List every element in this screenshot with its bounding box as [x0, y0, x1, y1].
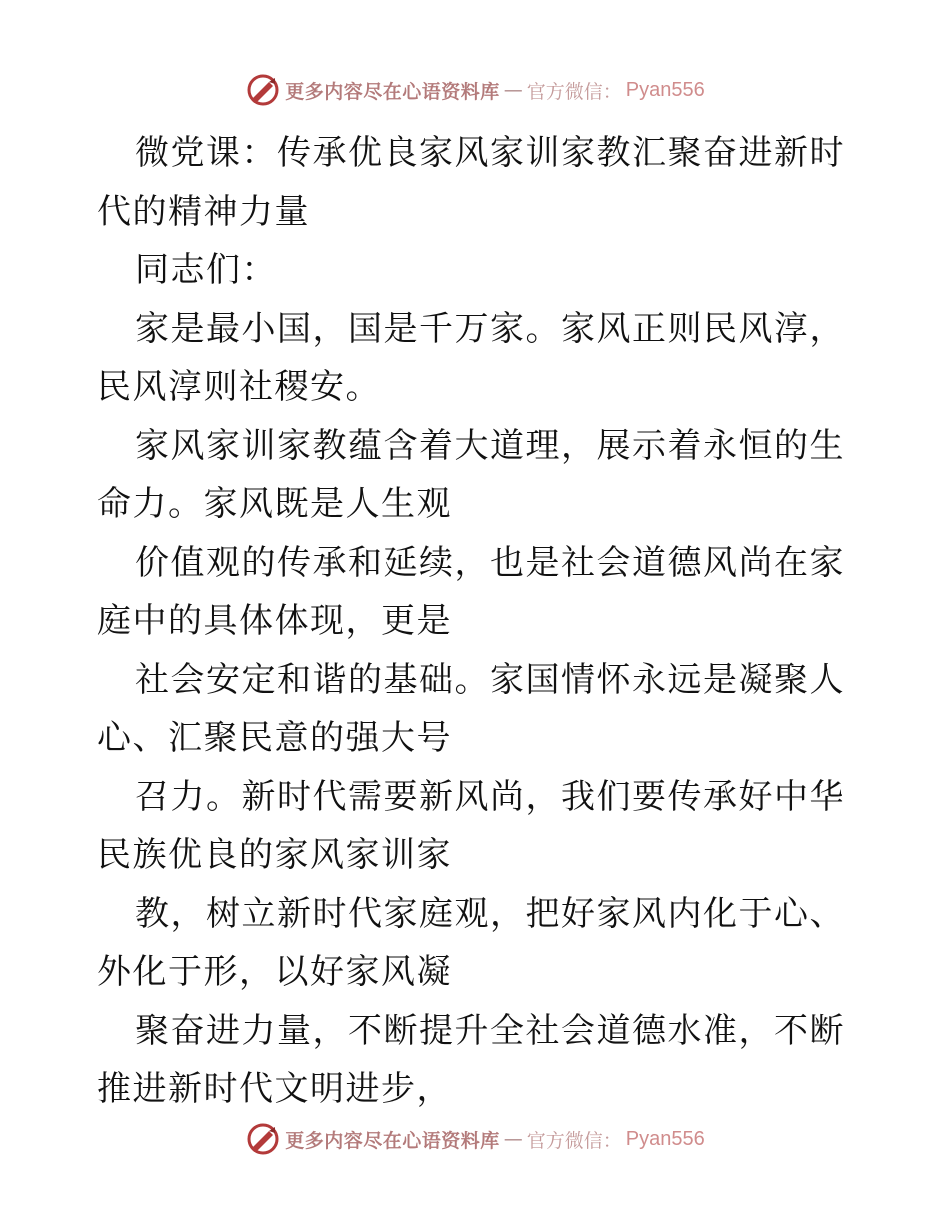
paragraph: 家风家训家教蕴含着大道理，展示着永恒的生命力。家风既是人生观: [97, 425, 845, 524]
document-body: [97, 124, 852, 1119]
banner-wechat-id: Pyan556: [625, 1127, 705, 1150]
paragraph: 教，树立新时代家庭观，把好家风内化于心、外化于形，以好家风凝: [97, 893, 845, 992]
footer-watermark-banner: [0, 1119, 950, 1159]
pen-logo-icon: [245, 72, 281, 108]
document-title: 微党课：传承优良家风家训家教汇聚奋进新时代的精神力量: [97, 133, 845, 232]
pen-logo-icon: [245, 1121, 281, 1157]
banner-wechat-label: 官方微信：: [526, 80, 622, 103]
header-watermark-banner: [0, 70, 950, 110]
banner-wechat-id: Pyan556: [625, 78, 705, 101]
banner-separator: —: [503, 79, 523, 101]
salutation: 同志们：: [135, 250, 277, 290]
banner-main-text: 更多内容尽在心语资料库: [285, 80, 500, 103]
paragraph: 聚奋进力量，不断提升全社会道德水准，不断推进新时代文明进步，: [97, 1010, 845, 1109]
paragraph: 家是最小国，国是千万家。家风正则民风淳，民风淳则社稷安。: [97, 308, 845, 407]
banner-separator: —: [503, 1128, 523, 1150]
banner-main-text: 更多内容尽在心语资料库: [285, 1129, 500, 1152]
paragraph: 召力。新时代需要新风尚，我们要传承好中华民族优良的家风家训家: [97, 776, 845, 875]
paragraph: 价值观的传承和延续，也是社会道德风尚在家庭中的具体体现，更是: [97, 542, 845, 641]
paragraph: 社会安定和谐的基础。家国情怀永远是凝聚人心、汇聚民意的强大号: [97, 659, 845, 758]
banner-wechat-label: 官方微信：: [526, 1129, 622, 1152]
